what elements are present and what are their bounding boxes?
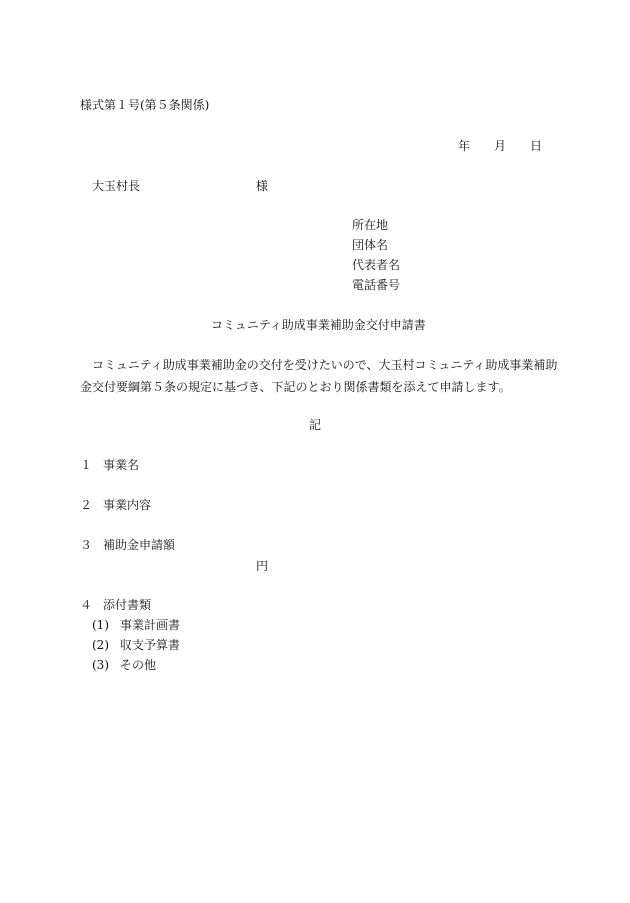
- body-line-2: 金交付要綱第５条の規定に基づき、下記のとおり関係書類を添えて申請します。: [80, 380, 511, 394]
- field-address: 所在地: [352, 218, 389, 232]
- amount-unit: 円: [256, 559, 269, 573]
- document-title: コミュニティ助成事業補助金交付申請書: [211, 318, 426, 332]
- body-text: [80, 354, 558, 398]
- date-year: 年: [458, 139, 471, 153]
- attachment-2-num: (2): [92, 638, 109, 652]
- item-4-label: 添付書類: [103, 598, 152, 612]
- field-phone: 電話番号: [352, 278, 401, 292]
- attachment-3-label: その他: [120, 658, 157, 672]
- date-day: 日: [530, 139, 543, 153]
- item-2-label: 事業内容: [103, 498, 152, 512]
- item-1-label: 事業名: [103, 458, 140, 472]
- item-3-label: 補助金申請額: [103, 538, 176, 552]
- attachment-2-label: 収支予算書: [120, 638, 181, 652]
- date-month: 月: [494, 139, 507, 153]
- item-3-num: ３: [80, 538, 93, 552]
- field-representative: 代表者名: [352, 258, 401, 272]
- attachment-1-label: 事業計画書: [120, 618, 181, 632]
- form-number: 様式第１号(第５条関係): [80, 98, 210, 112]
- item-4-num: ４: [80, 598, 93, 612]
- addressee-name: 大玉村長: [92, 179, 141, 193]
- body-line-1: コミュニティ助成事業補助金の交付を受けたいので、大玉村コミュニティ助成事業補助: [92, 358, 558, 372]
- addressee-honorific: 様: [256, 179, 269, 193]
- attachment-1-num: (1): [92, 618, 109, 632]
- item-2-num: ２: [80, 498, 93, 512]
- item-1-num: １: [80, 458, 93, 472]
- attachment-3-num: (3): [92, 658, 109, 672]
- ki-heading: 記: [309, 418, 322, 432]
- field-organization: 団体名: [352, 238, 389, 252]
